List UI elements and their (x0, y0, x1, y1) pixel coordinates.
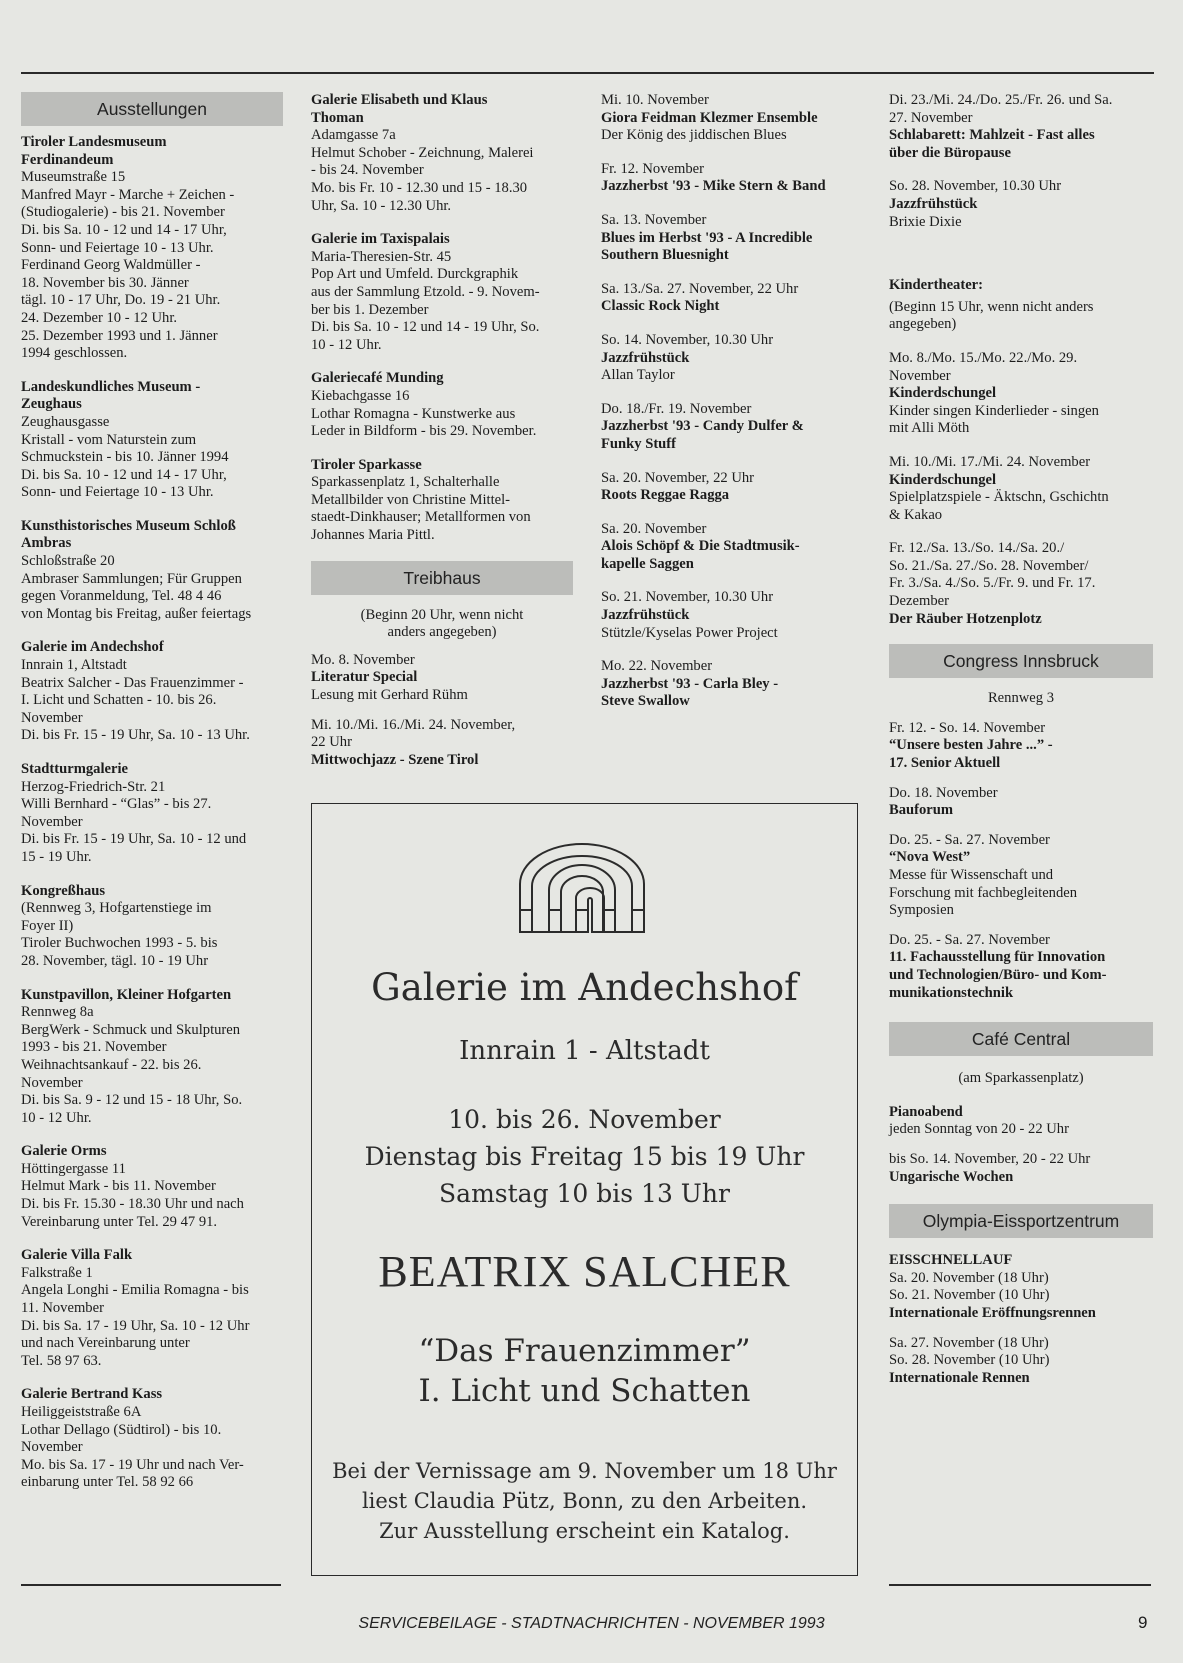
entry-line: Herzog-Friedrich-Str. 21 (21, 778, 166, 795)
event-desc: Spielplatzspiele - Äktschn, Gschichtn (889, 489, 1109, 506)
entry-line: Sonn- und Feiertage 10 - 13 Uhr. (21, 239, 214, 256)
ad-work (312, 1331, 857, 1411)
event-desc: mit Alli Möth (889, 420, 970, 437)
entry-line: November (21, 709, 83, 726)
entry-line: Sonn- und Feiertage 10 - 13 Uhr. (21, 484, 214, 501)
section-header-congress: Congress Innsbruck (889, 644, 1153, 678)
entry-line: Adamgasse 7a (311, 127, 396, 144)
entry-title-line: Kongreßhaus (21, 882, 106, 899)
event-desc: Forschung mit fachbegleitenden (889, 884, 1078, 901)
entry-line: Innrain 1, Altstadt (21, 657, 127, 674)
entry-line: 1994 geschlossen. (21, 345, 128, 362)
event-entry (889, 1335, 1153, 1388)
entry-line: 18. November bis 30. Jänner (21, 274, 189, 291)
entry-title-line: Galerie Orms (21, 1143, 107, 1160)
event-title: Literatur Special (311, 669, 418, 686)
event-title: über die Büropause (889, 144, 1011, 161)
event-entry (889, 932, 1153, 1002)
entry-line: Ambraser Sammlungen; Für Gruppen (21, 570, 242, 587)
listing-entry (21, 134, 283, 363)
event-title: Schlabarett: Mahlzeit - Fast alles (889, 127, 1095, 144)
entry-line: Tiroler Buchwochen 1993 - 5. bis (21, 935, 218, 952)
event-title: EISSCHNELLAUF (889, 1252, 1013, 1269)
event-title: Jazzherbst '93 - Candy Dulfer & (601, 418, 804, 435)
entry-line: Mo. bis Fr. 10 - 12.30 und 15 - 18.30 (311, 179, 528, 196)
ad-date-line: Samstag 10 bis 13 Uhr (439, 1179, 730, 1208)
event-title: munikationstechnik (889, 984, 1014, 1001)
entry-line: 24. Dezember 10 - 12 Uhr. (21, 309, 178, 326)
entry-title-line: Landeskundliches Museum - (21, 378, 201, 395)
listing-entry (21, 987, 283, 1128)
entry-line: Kiebachgasse 16 (311, 387, 410, 404)
event-date: Mo. 8./Mo. 15./Mo. 22./Mo. 29. (889, 349, 1078, 366)
entry-line: BergWerk - Schmuck und Skulpturen (21, 1021, 241, 1038)
ad-address: Innrain 1 - Altstadt (459, 1036, 710, 1066)
ad-note-line: Zur Ausstellung erscheint ein Katalog. (379, 1519, 790, 1543)
event-entry (889, 454, 1153, 524)
listing-entry (21, 1143, 283, 1231)
ad-title: Galerie im Andechshof (371, 966, 798, 1009)
event-date: Mo. 22. November (601, 658, 713, 675)
entry-line: Mo. bis Sa. 17 - 19 Uhr und nach Ver- (21, 1456, 244, 1473)
event-entry (601, 161, 863, 196)
entry-line: Sparkassenplatz 1, Schalterhalle (311, 474, 500, 491)
event-date: Do. 25. - Sa. 27. November (889, 831, 1050, 848)
event-title: Jazzfrühstück (889, 195, 978, 212)
event-date: Do. 18./Fr. 19. November (601, 400, 752, 417)
event-entry (601, 589, 863, 642)
entry-line: einbarung unter Tel. 58 92 66 (21, 1474, 194, 1491)
entry-line: Helmut Schober - Zeichnung, Malerei (311, 144, 534, 161)
event-date: Mi. 10./Mi. 17./Mi. 24. November (889, 453, 1091, 470)
event-title: Funky Stuff (601, 435, 677, 452)
event-entry (889, 350, 1153, 438)
listing-entry (311, 92, 573, 215)
entry-title-line: Stadtturmgalerie (21, 761, 128, 777)
event-desc: Stützle/Kyselas Power Project (601, 624, 778, 641)
section-header-cafe-central: Café Central (889, 1022, 1153, 1056)
event-title: 17. Senior Aktuell (889, 755, 1001, 772)
entry-line: 11. November (21, 1300, 104, 1317)
event-title: Internationale Rennen (889, 1369, 1030, 1386)
event-entry (601, 92, 863, 145)
listing-entry (21, 1386, 283, 1492)
event-date: So. 14. November, 10.30 Uhr (601, 331, 774, 348)
ad-note (312, 1456, 857, 1546)
event-desc: Kinder singen Kinderlieder - singen (889, 402, 1099, 419)
section-header-olympia: Olympia-Eissportzentrum (889, 1204, 1153, 1238)
entry-line: tägl. 10 - 17 Uhr, Do. 19 - 21 Uhr. (21, 292, 221, 309)
listing-entry (21, 639, 283, 745)
event-title: Bauforum (889, 802, 954, 819)
event-desc: Lesung mit Gerhard Rühm (311, 687, 468, 704)
listing-entry (21, 518, 283, 624)
event-title: Kinderdschungel (889, 471, 997, 488)
entry-title-line: Zeughaus (21, 396, 82, 413)
event-date: Sa. 13./Sa. 27. November, 22 Uhr (601, 280, 799, 297)
event-date: Mi. 10./Mi. 16./Mi. 24. November, (311, 716, 516, 733)
intro-line: angegeben) (889, 316, 957, 333)
event-title: Steve Swallow (601, 693, 690, 710)
entry-line: Lothar Dellago (Südtirol) - bis 10. (21, 1421, 222, 1438)
intro-line: (Beginn 15 Uhr, wenn nicht anders (889, 298, 1094, 315)
event-desc: Sa. 20. November (18 Uhr) (889, 1269, 1049, 1286)
event-title: Pianoabend (889, 1103, 963, 1120)
event-title: Blues im Herbst '93 - A Incredible (601, 229, 813, 246)
event-entry (601, 332, 863, 385)
bottom-rule-right (889, 1584, 1151, 1586)
event-date: Do. 18. November (889, 784, 998, 801)
event-desc: & Kakao (889, 506, 943, 523)
event-date: Sa. 20. November, 22 Uhr (601, 469, 755, 486)
listing-entry (21, 379, 283, 502)
entry-line: Maria-Theresien-Str. 45 (311, 248, 452, 265)
event-title: “Unsere besten Jahre ...” - (889, 737, 1053, 754)
event-date: bis So. 14. November, 20 - 22 Uhr (889, 1150, 1091, 1167)
entry-title-line: Ambras (21, 535, 72, 552)
entry-line: Museumstraße 15 (21, 169, 126, 186)
entry-line: Helmut Mark - bis 11. November (21, 1178, 216, 1195)
ad-artist: BEATRIX SALCHER (378, 1247, 791, 1296)
entry-title-line: Thoman (311, 109, 364, 126)
arches-logo-icon (512, 840, 657, 935)
event-title: Roots Reggae Ragga (601, 487, 730, 504)
ad-note-line: Bei der Vernissage am 9. November um 18 Uhr (332, 1459, 837, 1483)
event-date: Mi. 10. November (601, 92, 709, 108)
entry-line: 28. November, tägl. 10 - 19 Uhr (21, 952, 209, 969)
entry-title-line: Kunsthistorisches Museum Schloß (21, 517, 236, 534)
entry-line: Zeughausgasse (21, 413, 110, 430)
entry-line: von Montag bis Freitag, außer feiertags (21, 605, 252, 622)
entry-line: I. Licht und Schatten - 10. bis 26. (21, 692, 217, 709)
entry-line: Di. bis Fr. 15 - 19 Uhr, Sa. 10 - 13 Uhr. (21, 727, 250, 744)
entry-line: Angela Longhi - Emilia Romagna - bis (21, 1282, 249, 1299)
event-date: So. 28. November, 10.30 Uhr (889, 178, 1062, 195)
listing-entry (311, 370, 573, 440)
event-desc: Sa. 27. November (18 Uhr) (889, 1334, 1049, 1351)
event-title: Mittwochjazz - Szene Tirol (311, 751, 479, 768)
entry-line: (Rennweg 3, Hofgartenstiege im (21, 900, 212, 917)
entry-line: ber bis 1. Dezember (311, 301, 429, 318)
entry-line: Vereinbarung unter Tel. 29 47 91. (21, 1213, 218, 1230)
event-title: Jazzfrühstück (601, 349, 690, 366)
event-title: 11. Fachausstellung für Innovation (889, 949, 1106, 966)
entry-line: Di. bis Fr. 15 - 19 Uhr, Sa. 10 - 12 und (21, 831, 247, 848)
intro-line: anders angegeben) (387, 624, 497, 641)
listing-entry (21, 883, 283, 971)
event-title: Jazzherbst '93 - Carla Bley - (601, 675, 779, 692)
entry-line: Di. bis Sa. 10 - 12 und 14 - 17 Uhr, (21, 221, 227, 238)
entry-title-line: Galerie im Taxispalais (311, 231, 450, 248)
event-title: Jazzherbst '93 - Mike Stern & Band (601, 178, 826, 195)
ad-note-line: liest Claudia Pütz, Bonn, zu den Arbeiten. (361, 1489, 808, 1513)
section-intro (311, 607, 573, 642)
event-title: Giora Feidman Klezmer Ensemble (601, 109, 818, 126)
entry-line: Höttingergasse 11 (21, 1160, 126, 1177)
intro-line: (Beginn 20 Uhr, wenn nicht (360, 606, 524, 623)
entry-line: Johannes Maria Pittl. (311, 527, 435, 544)
event-date: Sa. 20. November (601, 520, 707, 537)
ad-work-line: I. Licht und Schatten (418, 1373, 751, 1409)
event-title: Ungarische Wochen (889, 1168, 1014, 1185)
listing-entry (21, 761, 283, 867)
event-entry (601, 212, 863, 265)
entry-line: Metallbilder von Christine Mittel- (311, 491, 511, 508)
event-desc: So. 28. November (10 Uhr) (889, 1352, 1050, 1369)
entry-title-line: Tiroler Sparkasse (311, 456, 422, 473)
entry-title-line: Galerie Bertrand Kass (21, 1386, 163, 1403)
event-desc: Brixie Dixie (889, 213, 962, 230)
entry-line: gegen Voranmeldung, Tel. 48 4 46 (21, 588, 222, 605)
entry-line: Di. bis Sa. 9 - 12 und 15 - 18 Uhr, So. (21, 1092, 243, 1109)
event-date: Sa. 13. November (601, 211, 707, 228)
event-desc: jeden Sonntag von 20 - 22 Uhr (889, 1121, 1069, 1138)
entry-line: Kristall - vom Naturstein zum (21, 431, 197, 448)
entry-title-line: Galerie Elisabeth und Klaus (311, 92, 488, 108)
event-entry (889, 785, 1153, 820)
kindertheater-title: Kindertheater: (889, 277, 984, 294)
entry-line: 25. Dezember 1993 und 1. Jänner (21, 327, 218, 344)
entry-line: November (21, 1439, 83, 1456)
event-date: So. 21./Sa. 27./So. 28. November/ (889, 557, 1089, 574)
event-entry (889, 1151, 1153, 1186)
entry-line: Pop Art und Umfeld. Durckgraphik (311, 266, 519, 283)
event-title: Der Räuber Hotzenplotz (889, 610, 1042, 627)
entry-line: Beatrix Salcher - Das Frauenzimmer - (21, 674, 244, 691)
ad-date-line: Dienstag bis Freitag 15 bis 19 Uhr (364, 1142, 805, 1171)
event-desc: Der König des jiddischen Blues (601, 127, 787, 144)
entry-title-line: Galeriecafé Munding (311, 370, 444, 387)
entry-line: Manfred Mayr - Marche + Zeichen - (21, 186, 235, 203)
column-2 (311, 92, 573, 781)
event-entry (889, 178, 1153, 231)
event-date: Fr. 12./Sa. 13./So. 14./Sa. 20./ (889, 540, 1065, 557)
entry-line: Di. bis Sa. 10 - 12 und 14 - 19 Uhr, So. (311, 319, 540, 336)
entry-line: staedt-Dinkhauser; Metallformen von (311, 509, 531, 526)
event-title: Alois Schöpf & Die Stadtmusik- (601, 538, 800, 555)
section-header-treibhaus: Treibhaus (311, 561, 573, 595)
bottom-rule-left (21, 1584, 281, 1586)
andechshof-advertisement (311, 803, 858, 1576)
section-intro: Rennweg 3 (987, 690, 1055, 707)
column-3 (601, 92, 863, 727)
ad-date-line: 10. bis 26. November (448, 1105, 721, 1134)
event-title: Southern Bluesnight (601, 247, 729, 264)
entry-line: (Studiogalerie) - bis 21. November (21, 204, 225, 221)
event-title: Classic Rock Night (601, 298, 720, 315)
entry-line: Foyer II) (21, 917, 74, 934)
event-entry (601, 521, 863, 574)
entry-title-line: Galerie im Andechshof (21, 639, 164, 656)
entry-list (21, 134, 283, 1492)
entry-line: Schmuckstein - bis 10. Jänner 1994 (21, 449, 229, 466)
event-entry (889, 1104, 1153, 1139)
event-title: und Technologien/Büro- und Kom- (889, 966, 1107, 983)
column-ausstellungen (21, 92, 283, 1508)
entry-line: November (21, 1074, 83, 1091)
entry-line: Leder in Bildform - bis 29. November. (311, 423, 537, 440)
section-intro (889, 299, 1153, 334)
event-title: Jazzfrühstück (601, 607, 690, 624)
event-entry (311, 652, 573, 705)
entry-line: Uhr, Sa. 10 - 12.30 Uhr. (311, 197, 452, 214)
entry-line: Ferdinand Georg Waldmüller - (21, 257, 201, 274)
entry-line: Rennweg 8a (21, 1004, 94, 1021)
entry-line: 15 - 19 Uhr. (21, 848, 92, 865)
entry-line: Lothar Romagna - Kunstwerke aus (311, 405, 516, 422)
event-date: November (889, 367, 951, 384)
event-desc: So. 21. November (10 Uhr) (889, 1287, 1050, 1304)
entry-line: Falkstraße 1 (21, 1264, 93, 1281)
event-title: Internationale Eröffnungsrennen (889, 1304, 1096, 1321)
entry-line: Tel. 58 97 63. (21, 1352, 102, 1369)
event-date: 22 Uhr (311, 734, 352, 751)
event-entry (889, 92, 1153, 162)
event-entry (889, 1252, 1153, 1322)
event-date: Fr. 12. November (601, 160, 704, 177)
top-rule (21, 72, 1154, 74)
entry-line: und nach Vereinbarung unter (21, 1335, 190, 1352)
event-entry (601, 658, 863, 711)
event-date: Fr. 12. - So. 14. November (889, 719, 1046, 736)
entry-line: Di. bis Fr. 15.30 - 18.30 Uhr und nach (21, 1196, 244, 1213)
event-date: Fr. 3./Sa. 4./So. 5./Fr. 9. und Fr. 17. (889, 575, 1096, 592)
event-desc: Allan Taylor (601, 367, 675, 384)
ad-work-line: “Das Frauenzimmer” (418, 1333, 751, 1369)
entry-title-line: Galerie Villa Falk (21, 1247, 133, 1264)
entry-line: aus der Sammlung Etzold. - 9. Novem- (311, 283, 540, 300)
entry-line: Di. bis Sa. 17 - 19 Uhr, Sa. 10 - 12 Uhr (21, 1317, 250, 1334)
event-date: Dezember (889, 593, 949, 610)
event-desc: Messe für Wissenschaft und (889, 867, 1054, 883)
entry-line: Willi Bernhard - “Glas” - bis 27. (21, 796, 212, 813)
event-date: 27. November (889, 109, 973, 126)
event-title: Kinderdschungel (889, 385, 997, 402)
event-entry (889, 832, 1153, 920)
event-date: Mo. 8. November (311, 651, 415, 668)
ad-dates (312, 1101, 857, 1212)
listing-entry (21, 1247, 283, 1370)
page-number: 9 (1138, 1613, 1148, 1632)
entry-line: Heiliggeiststraße 6A (21, 1404, 142, 1420)
section-intro: (am Sparkassenplatz) (958, 1070, 1084, 1087)
event-title: “Nova West” (889, 849, 971, 866)
event-date: Do. 25. - Sa. 27. November (889, 931, 1050, 948)
event-entry (601, 281, 863, 316)
event-entry (889, 720, 1153, 773)
section-header-ausstellungen: Ausstellungen (21, 92, 283, 126)
entry-line: 10 - 12 Uhr. (21, 1109, 92, 1126)
event-desc: Symposien (889, 902, 954, 919)
entry-line: November (21, 813, 83, 830)
event-title: kapelle Saggen (601, 555, 694, 572)
listing-entry (311, 231, 573, 354)
event-entry (601, 401, 863, 454)
entry-title-line: Ferdinandeum (21, 151, 114, 168)
event-date: Di. 23./Mi. 24./Do. 25./Fr. 26. und Sa. (889, 92, 1113, 108)
listing-entry (311, 457, 573, 545)
event-entry (311, 717, 573, 770)
entry-title-line: Tiroler Landesmuseum (21, 134, 167, 150)
entry-line: Di. bis Sa. 10 - 12 und 14 - 17 Uhr, (21, 466, 227, 483)
entry-line: Weihnachtsankauf - 22. bis 26. (21, 1056, 202, 1073)
event-entry (889, 540, 1153, 628)
entry-line: 10 - 12 Uhr. (311, 336, 382, 353)
entry-line: Schloßstraße 20 (21, 553, 115, 570)
entry-line: 1993 - bis 21. November (21, 1039, 167, 1056)
column-4 (889, 92, 1153, 1399)
event-date: So. 21. November, 10.30 Uhr (601, 589, 774, 606)
event-entry (601, 470, 863, 505)
entry-line: - bis 24. November (311, 162, 424, 179)
page-footer: SERVICEBEILAGE - STADTNACHRICHTEN - NOVEMBER 1993 (358, 1615, 825, 1632)
entry-title-line: Kunstpavillon, Kleiner Hofgarten (21, 986, 232, 1003)
